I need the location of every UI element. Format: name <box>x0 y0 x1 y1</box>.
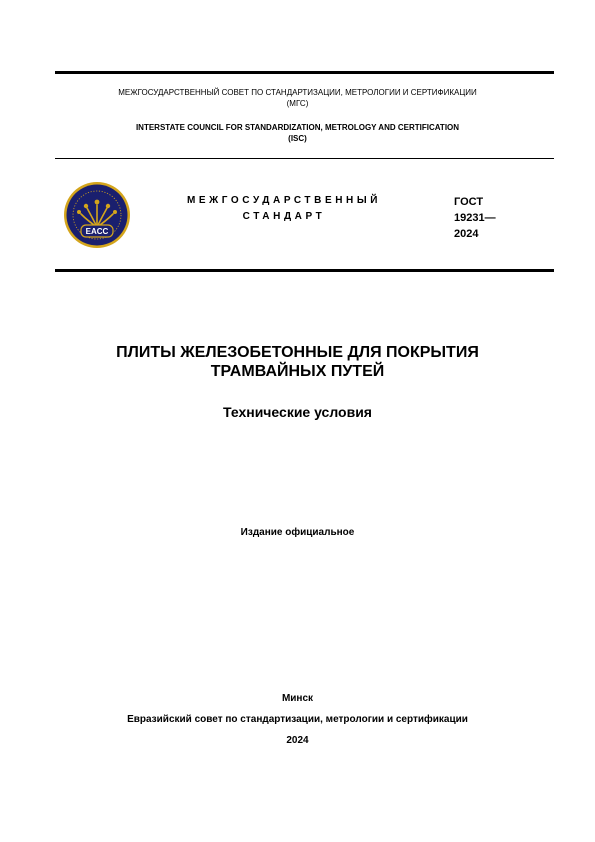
edition-note: Издание официальное <box>240 527 355 538</box>
council-abbr-ru: (МГС) <box>286 99 309 108</box>
gost-prefix: ГОСТ <box>454 196 484 208</box>
standard-label-line1: МЕЖГОСУДАРСТВЕННЫЙ <box>186 195 382 206</box>
document-title-line2: ТРАМВАЙНЫХ ПУТЕЙ <box>210 363 385 380</box>
document-subtitle: Технические условия <box>223 404 372 420</box>
logo-text: EACC <box>85 227 109 236</box>
standard-bottom-rule <box>55 269 554 272</box>
gost-number: 19231— <box>454 212 496 224</box>
eacc-emblem-icon <box>63 181 131 249</box>
footer-publisher: Евразийский совет по стандартизации, метрологии и сертификации <box>127 714 468 725</box>
eacc-logo <box>63 181 131 249</box>
gost-year: 2024 <box>454 228 479 240</box>
document-title-line1: ПЛИТЫ ЖЕЛЕЗОБЕТОННЫЕ ДЛЯ ПОКРЫТИЯ <box>116 344 479 361</box>
footer-city: Минск <box>281 693 314 704</box>
standard-label-line2: СТАНДАРТ <box>242 211 326 222</box>
top-rule <box>55 71 554 74</box>
council-name-ru: МЕЖГОСУДАРСТВЕННЫЙ СОВЕТ ПО СТАНДАРТИЗАЦИИ, МЕТРОЛОГИИ И СЕРТИФИКАЦИИ <box>118 88 477 97</box>
council-abbr-en: (ISC) <box>288 134 307 143</box>
gost-designation <box>454 194 544 242</box>
footer-year: 2024 <box>286 735 309 746</box>
council-name-en: INTERSTATE COUNCIL FOR STANDARDIZATION, METROLOGY AND CERTIFICATION <box>135 123 460 132</box>
header-divider <box>55 158 554 159</box>
